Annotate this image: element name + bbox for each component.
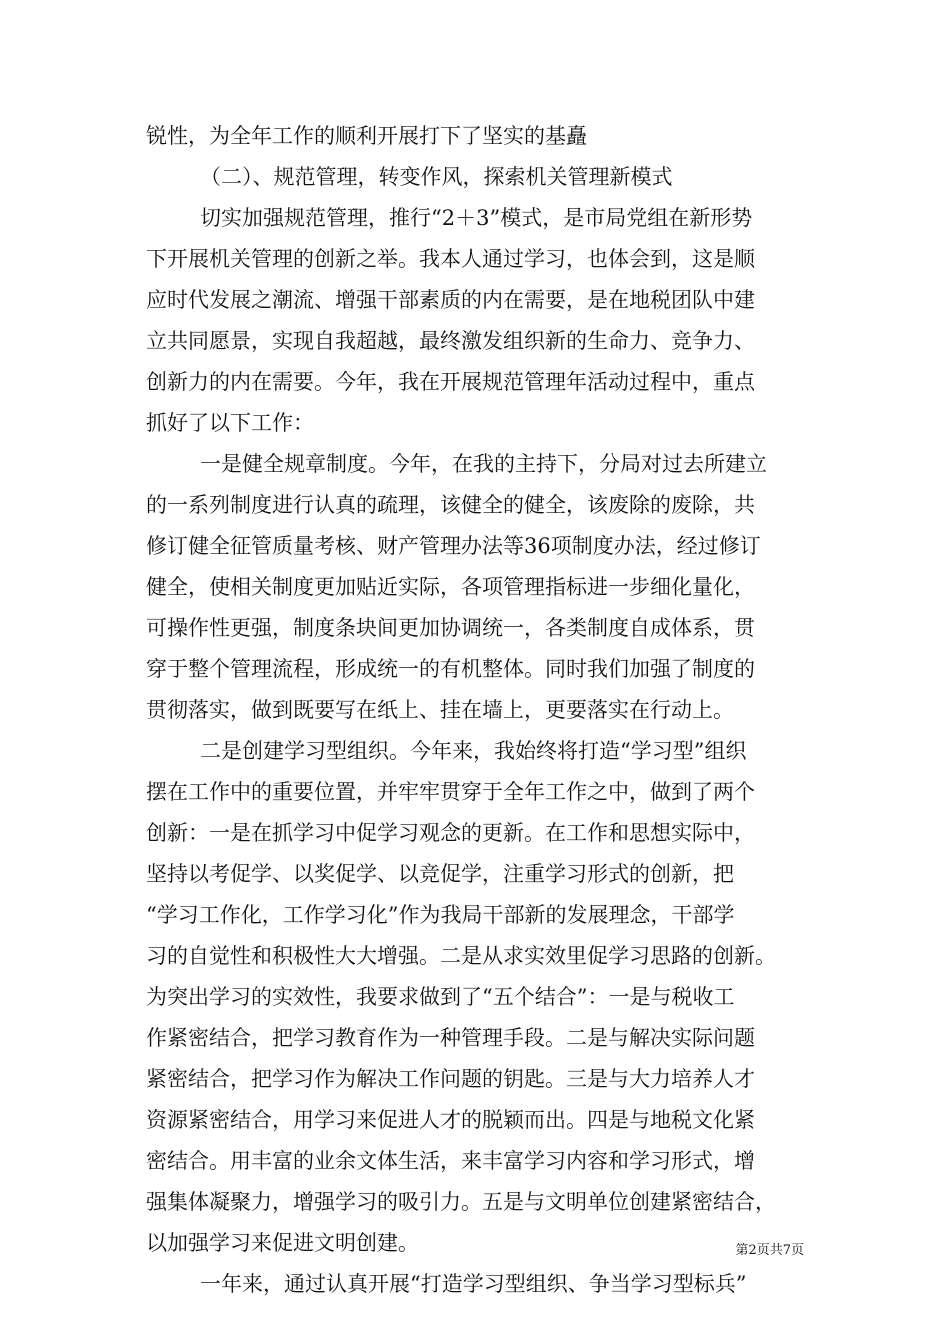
- text-line-11: 修订健全征管质量考核、财产管理办法等36项制度办法，经过修订: [146, 534, 761, 558]
- text-line-14: 穿于整个管理流程，形成统一的有机整体。同时我们加强了制度的: [146, 657, 755, 681]
- text-line-16: 二是创建学习型组织。今年来，我始终将打造“学习型”组织: [200, 739, 747, 763]
- text-line-10: 的一系列制度进行认真的疏理，该健全的健全，该废除的废除，共: [146, 493, 755, 517]
- text-line-12: 健全，使相关制度更加贴近实际，各项管理指标进一步细化量化，: [146, 575, 755, 599]
- text-line-27: 强集体凝聚力，增强学习的吸引力。五是与文明单位创建紧密结合，: [146, 1190, 776, 1214]
- page-number: 第2页共7页: [735, 1243, 804, 1258]
- text-line-22: 为突出学习的实效性，我要求做到了“五个结合”：一是与税收工: [146, 985, 735, 1009]
- text-line-18: 创新：一是在抓学习中促学习观念的更新。在工作和思想实际中，: [146, 821, 755, 845]
- text-line-3: 切实加强规范管理，推行“2＋3”模式，是市局党组在新形势: [200, 206, 753, 230]
- text-line-5: 应时代发展之潮流、增强干部素质的内在需要，是在地税团队中建: [146, 288, 755, 312]
- text-line-28: 以加强学习来促进文明创建。: [146, 1231, 419, 1255]
- text-line-17: 摆在工作中的重要位置，并牢牢贯穿于全年工作之中，做到了两个: [146, 780, 755, 804]
- text-line-24: 紧密结合，把学习作为解决工作问题的钥匙。三是与大力培养人才: [146, 1067, 755, 1091]
- text-line-25: 资源紧密结合，用学习来促进人才的脱颖而出。四是与地税文化紧: [146, 1108, 755, 1132]
- text-line-19: 坚持以考促学、以奖促学、以竞促学，注重学习形式的创新，把: [146, 862, 734, 886]
- text-line-20: “学习工作化，工作学习化”作为我局干部新的发展理念，干部学: [146, 903, 735, 927]
- text-line-21: 习的自觉性和积极性大大增强。二是从求实效里促学习思路的创新。: [146, 944, 776, 968]
- text-line-6: 立共同愿景，实现自我超越，最终激发组织新的生命力、竞争力、: [146, 329, 755, 353]
- text-line-9: 一是健全规章制度。今年，在我的主持下，分局对过去所建立: [200, 452, 767, 476]
- text-line-4: 下开展机关管理的创新之举。我本人通过学习，也体会到，这是顺: [146, 247, 755, 271]
- body-text: [146, 116, 818, 1305]
- text-line-23: 作紧密结合，把学习教育作为一种管理手段。二是与解决实际问题: [146, 1026, 755, 1050]
- text-line-7: 创新力的内在需要。今年，我在开展规范管理年活动过程中，重点: [146, 370, 755, 394]
- section-heading: （二）、规范管理，转变作风，探索机关管理新模式: [200, 165, 673, 189]
- text-line-13: 可操作性更强，制度条块间更加协调统一，各类制度自成体系，贯: [146, 616, 755, 640]
- text-line-29: 一年来，通过认真开展“打造学习型组织、争当学习型标兵”: [200, 1272, 747, 1296]
- text-line-15: 贯彻落实，做到既要写在纸上、挂在墙上，更要落实在行动上。: [146, 698, 734, 722]
- text-line-1: 锐性，为全年工作的顺利开展打下了坚实的基矗: [146, 124, 587, 148]
- text-line-8: 抓好了以下工作：: [146, 411, 314, 435]
- text-line-26: 密结合。用丰富的业余文体生活，来丰富学习内容和学习形式，增: [146, 1149, 755, 1173]
